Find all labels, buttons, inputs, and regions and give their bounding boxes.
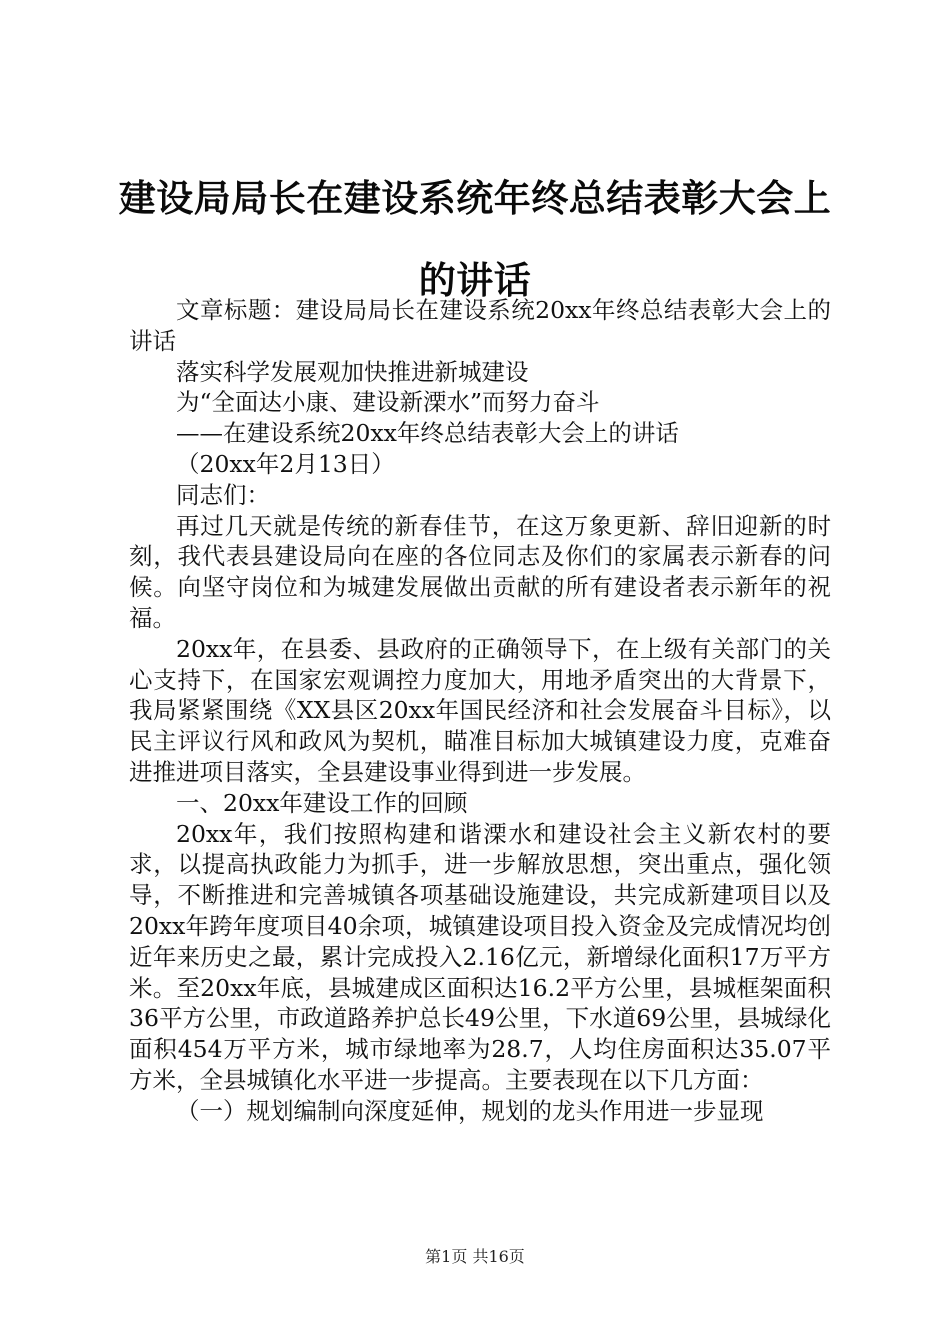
document-title: 建设局局长在建设系统年终总结表彰大会上的讲话 [118, 177, 832, 302]
document-body [129, 295, 831, 1127]
subtitle-line-2: 为“全面达小康、建设新溧水”而努力奋斗 [176, 388, 600, 417]
page-number-footer: 第1页 共16页 [425, 1247, 525, 1266]
body-paragraph: 20xx年，在县委、县政府的正确领导下，在上级有关部门的关心支持下，在国家宏观调控力度加大，用地矛盾突出的大背景下，我局紧紧围绕《XX县区20xx年国民经济和社会发展奋斗目标》，以民主评议行风和政风为契机，瞄准目标加大城镇建设力度，克难奋进推进项目落实，全县建设事业得到进一步发展。 [129, 634, 831, 786]
body-paragraph: 20xx年，我们按照构建和谐溧水和建设社会主义新农村的要求，以提高执政能力为抓手，进一步解放思想，突出重点，强化领导，不断推进和完善城镇各项基础设施建设，共完成新建项目以及20xx年跨年度项目40余项，城镇建设项目投入资金及完成情况均创近年来历史之最，累计完成投入2.16亿元，新增绿化面积17万平方米。至20xx年底，县城建成区面积达16.2平方公里，县城框架面积36平方公里，市政道路养护总长49公里，下水道69公里，县城绿化面积454万平方米，城市绿地率为28.7，人均住房面积达35.07平方米，全县城镇化水平进一步提高。主要表现在以下几方面： [129, 819, 831, 1094]
body-paragraph: 再过几天就是传统的新春佳节，在这万象更新、辞旧迎新的时刻，我代表县建设局向在座的各位同志及你们的家属表示新春的问候。向坚守岗位和为城建发展做出贡献的所有建设者表示新年的祝福。 [129, 511, 831, 632]
subtitle-line-1: 落实科学发展观加快推进新城建设 [176, 357, 529, 386]
subtitle-line-3: ——在建设系统20xx年终总结表彰大会上的讲话 [176, 419, 679, 448]
subsection-heading: （一）规划编制向深度延伸，规划的龙头作用进一步显现 [176, 1096, 764, 1125]
salutation: 同志们： [176, 480, 270, 509]
section-heading: 一、20xx年建设工作的回顾 [176, 788, 468, 817]
article-title-line: 文章标题：建设局局长在建设系统20xx年终总结表彰大会上的讲话 [129, 296, 831, 355]
speech-date: （20xx年2月13日） [176, 449, 395, 478]
